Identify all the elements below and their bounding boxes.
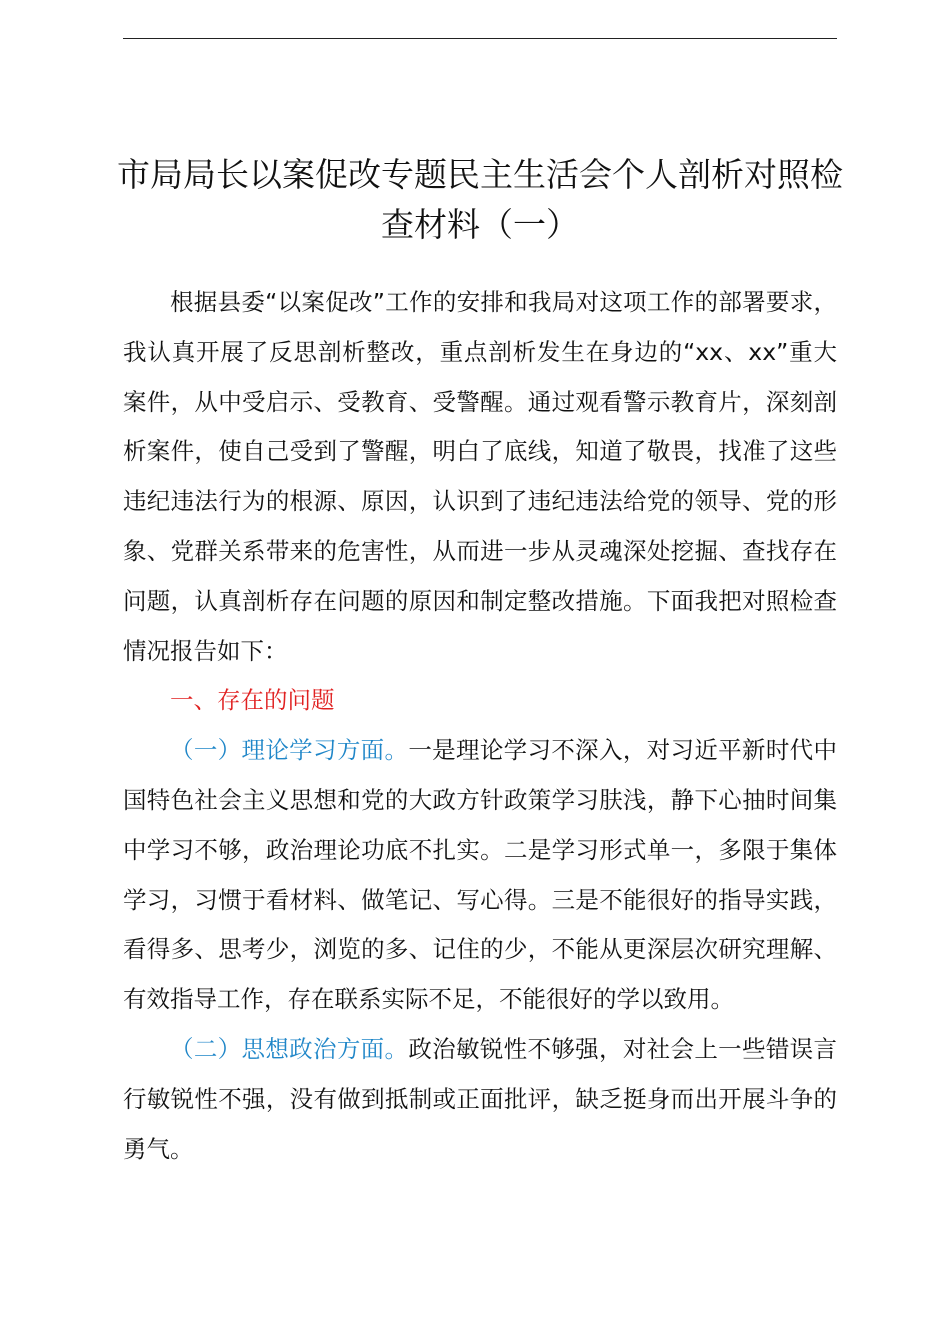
theory-study-text: 一是理论学习不深入，对习近平新时代中国特色社会主义思想和党的大政方针政策学习肤浅，静下心抽时间集中学习不够，政治理论功底不扎实。二是学习形式单一，多限于集体学习，习惯于看材料、做笔记、写心得。三是不能很好的指导实践，看得多、思考少，浏览的多、记住的少，不能从更深层次研究理解、有效指导工作，存在联系实际不足，不能很好的学以致用。 xyxy=(123,736,838,1014)
political-thought-text: 政治敏锐性不够强，对社会上一些错误言行敏锐性不强，没有做到抵制或正面批评，缺乏挺身而出开展斗争的勇气。 xyxy=(123,1034,838,1163)
theory-study-heading: （一）理论学习方面。 xyxy=(170,736,409,765)
intro-paragraph: 根据县委“以案促改”工作的安排和我局对这项工作的部署要求，我认真开展了反思剖析整改，重点剖析发生在身边的“xx、xx”重大案件，从中受启示、受教育、受警醒。通过观看警示教育片，深刻剖析案件，使自己受到了警醒，明白了底线，知道了敬畏，找准了这些违纪违法行为的根源、原因，认识到了违纪违法给党的领导、党的形象、党群关系带来的危害性，从而进一步从灵魂深处挖掘、查找存在问题，认真剖析存在问题的原因和制定整改措施。下面我把对照检查情况报告如下： xyxy=(123,288,837,665)
header-rule xyxy=(123,38,837,39)
document-body xyxy=(123,278,837,1174)
section-heading-text: 一、存在的问题 xyxy=(170,686,335,715)
political-thought-heading: （二）思想政治方面。 xyxy=(170,1034,409,1063)
document-title: 市局局长以案促改专题民主生活会个人剖析对照检查材料（一） xyxy=(117,155,843,244)
theory-study-paragraph xyxy=(123,726,837,1025)
section-heading xyxy=(123,676,837,726)
political-thought-paragraph xyxy=(123,1025,837,1174)
